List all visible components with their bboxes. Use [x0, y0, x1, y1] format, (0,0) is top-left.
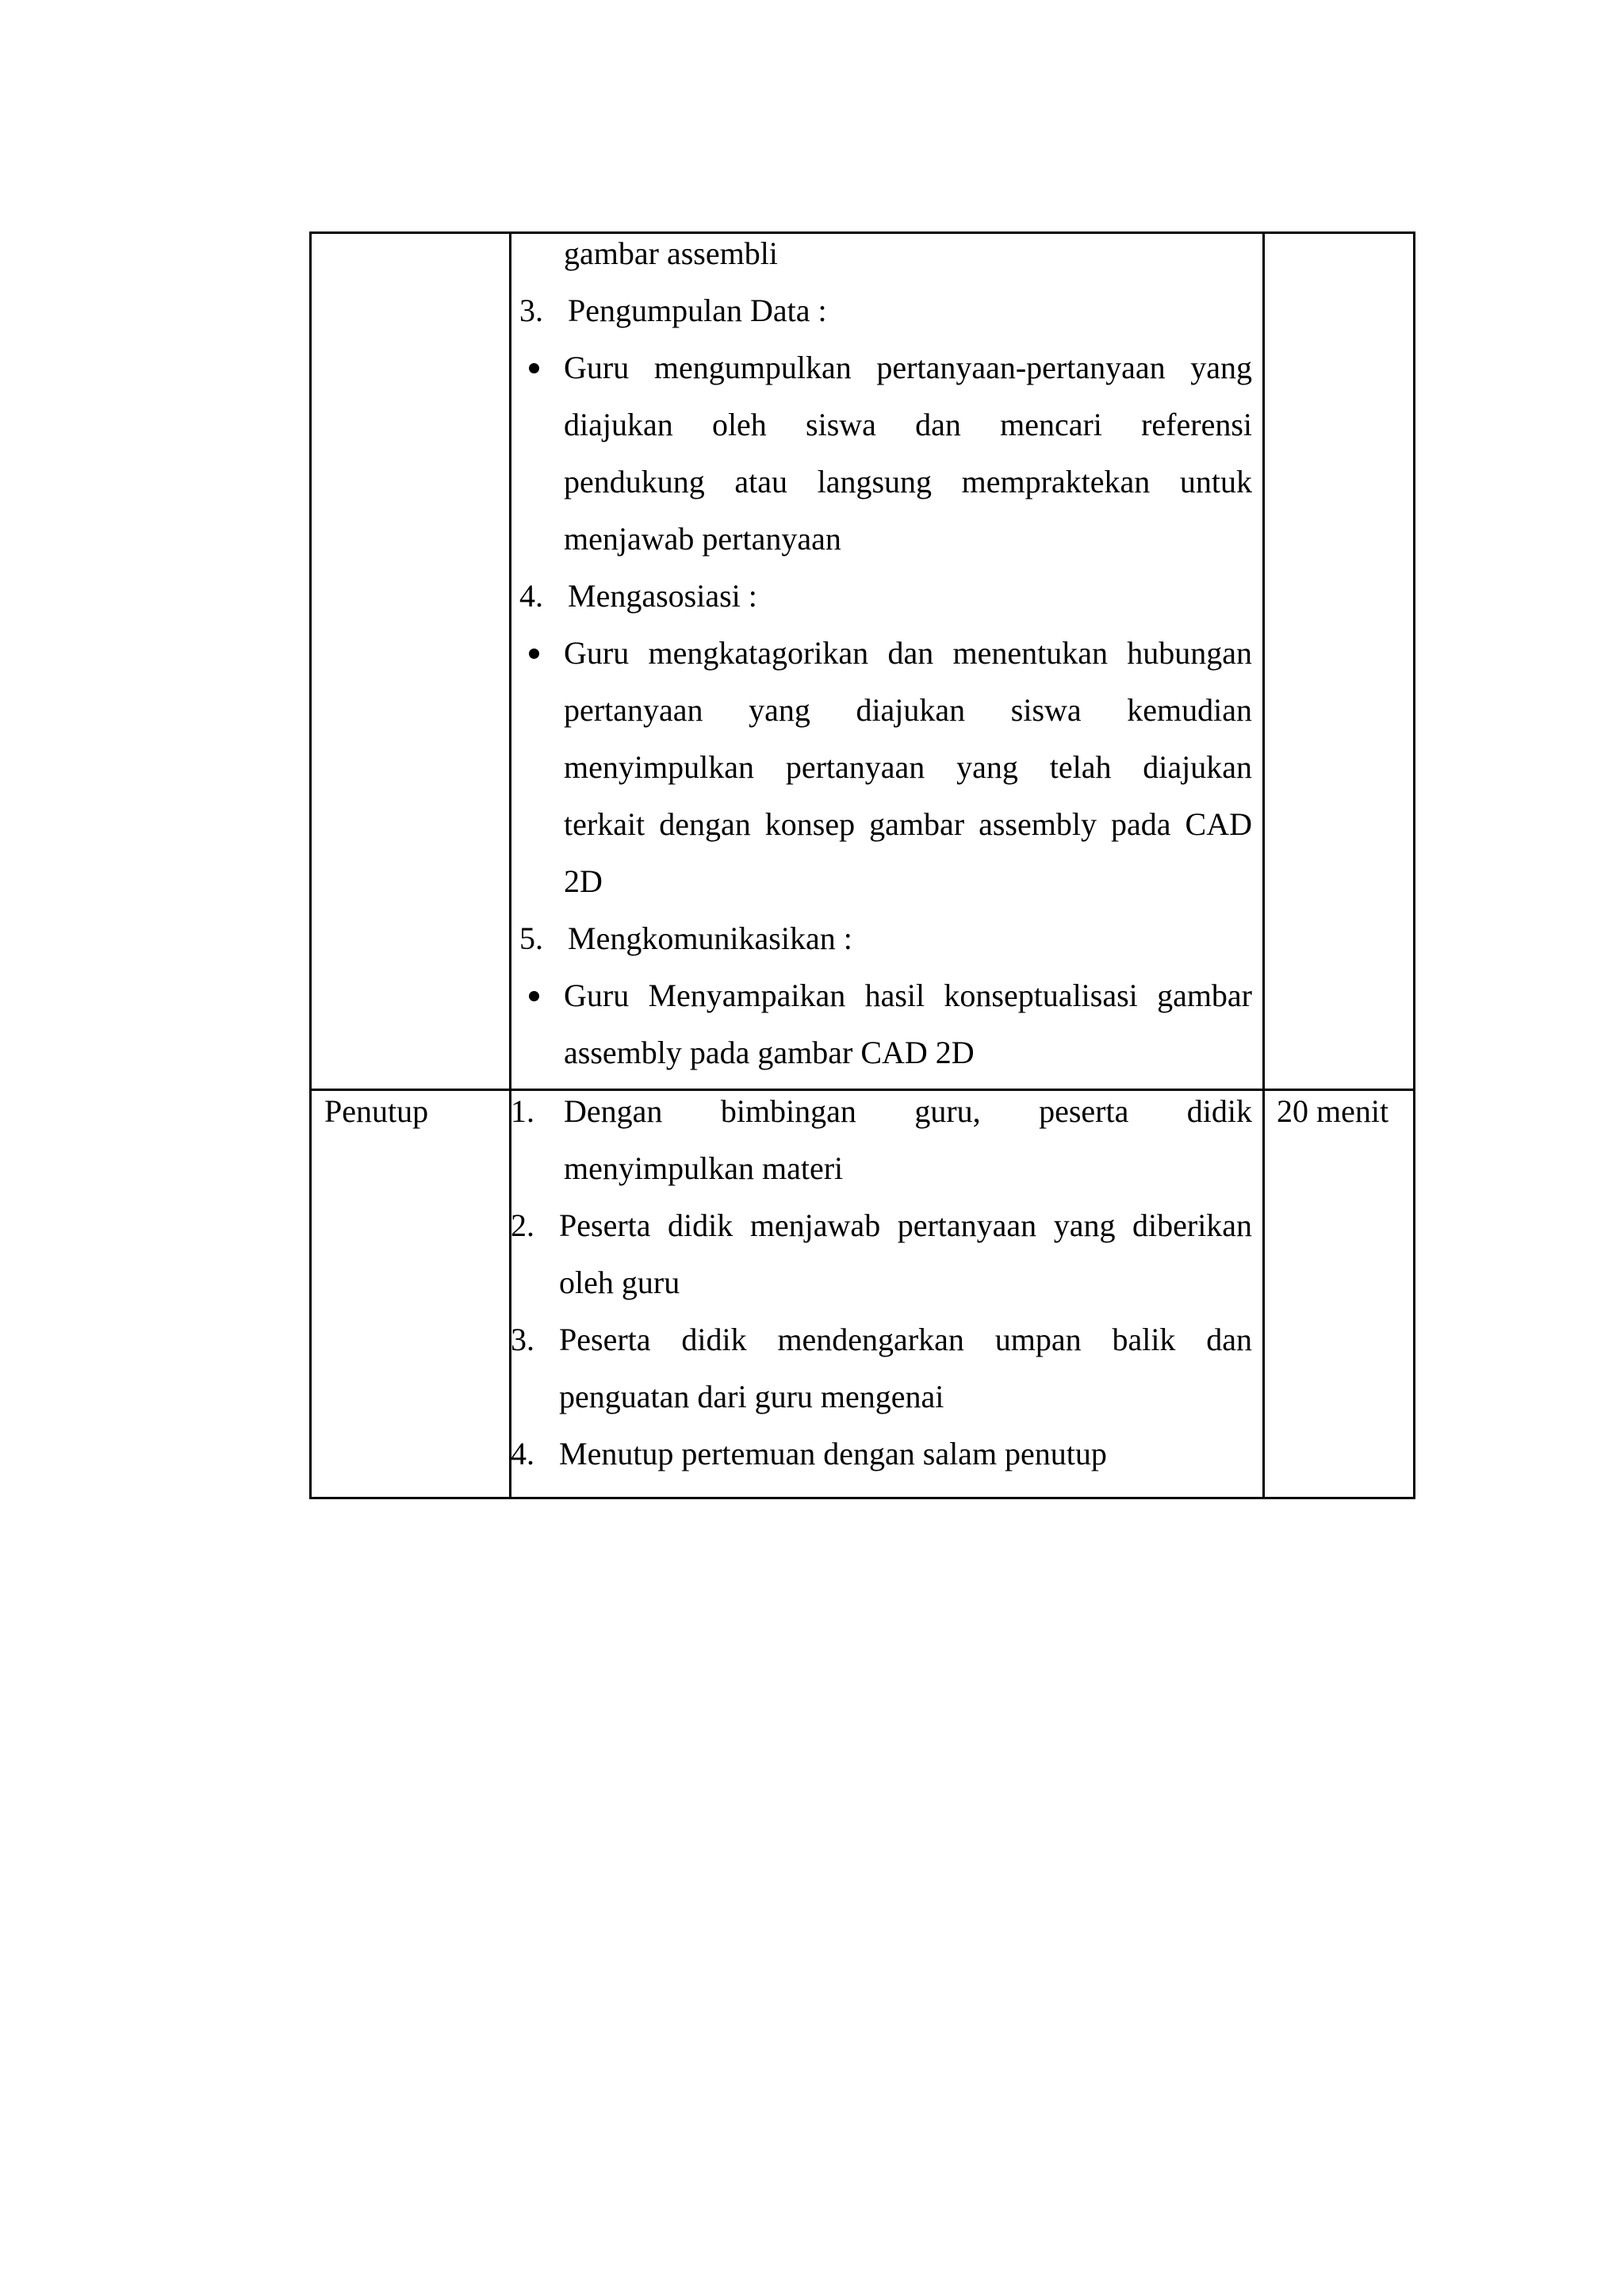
closing-item-2-line-1: Peserta didik menjawab pertanyaan yang diberikan — [559, 1207, 1253, 1243]
time-label-penutup: 20 menit — [1277, 1093, 1389, 1129]
step-3-bullet-line-3: pendukung atau langsung mempraktekan untuk — [564, 464, 1253, 499]
table-bottom-border — [309, 1497, 1415, 1499]
table-right-border — [1413, 232, 1415, 1499]
step-5-bullet-line-1: Guru Menyampaikan hasil konseptualisasi gambar — [564, 978, 1253, 1013]
closing-item-1-number: 1. — [511, 1093, 534, 1129]
step-5-title: Mengkomunikasikan : — [568, 920, 852, 956]
table-left-border — [309, 232, 312, 1499]
closing-item-4-line-1: Menutup pertemuan dengan salam penutup — [559, 1436, 1107, 1471]
step-4-bullet-line-5: 2D — [564, 863, 603, 899]
closing-item-2-line-2: oleh guru — [559, 1265, 680, 1300]
closing-item-3-line-2: penguatan dari guru mengenai — [559, 1379, 944, 1414]
step-4-bullet-line-4: terkait dengan konsep gambar assembly pada CAD — [564, 806, 1252, 842]
step-4-number: 4. — [519, 578, 543, 614]
step-4-title: Mengasosiasi : — [568, 578, 757, 614]
step-4-bullet-line-3: menyimpulkan pertanyaan yang telah diajukan — [564, 749, 1253, 785]
step-3-title: Pengumpulan Data : — [568, 293, 827, 328]
step-3-bullet-line-2: diajukan oleh siswa dan mencari referensi — [564, 407, 1252, 442]
continued-line: gambar assembli — [564, 235, 778, 271]
closing-item-3-number: 3. — [511, 1322, 534, 1357]
bullet-icon — [529, 363, 539, 373]
bullet-icon — [529, 649, 539, 659]
step-4-bullet-line-2: pertanyaan yang diajukan siswa kemudian — [564, 692, 1253, 728]
step-4-bullet-line-1: Guru mengkatagorikan dan menentukan hubungan — [564, 635, 1252, 671]
step-3-number: 3. — [519, 293, 543, 328]
step-5-bullet-line-2: assembly pada gambar CAD 2D — [564, 1035, 975, 1070]
phase-label-penutup: Penutup — [324, 1093, 429, 1129]
step-3-bullet-line-1: Guru mengumpulkan pertanyaan-pertanyaan yang — [564, 350, 1253, 385]
closing-item-3-line-1: Peserta didik mendengarkan umpan balik dan — [559, 1322, 1253, 1357]
table-top-border — [309, 232, 1415, 234]
table-row-divider — [309, 1089, 1415, 1091]
closing-item-4-number: 4. — [511, 1436, 534, 1471]
table-col-divider-2 — [1262, 232, 1265, 1499]
step-3-bullet-line-4: menjawab pertanyaan — [564, 521, 841, 557]
closing-item-2-number: 2. — [511, 1207, 534, 1243]
closing-item-1-line-2: menyimpulkan materi — [564, 1150, 844, 1186]
closing-item-1-line-1: Dengan bimbingan guru, peserta didik — [564, 1093, 1253, 1129]
step-5-number: 5. — [519, 920, 543, 956]
table-col-divider-1 — [509, 232, 511, 1499]
bullet-icon — [529, 991, 539, 1001]
